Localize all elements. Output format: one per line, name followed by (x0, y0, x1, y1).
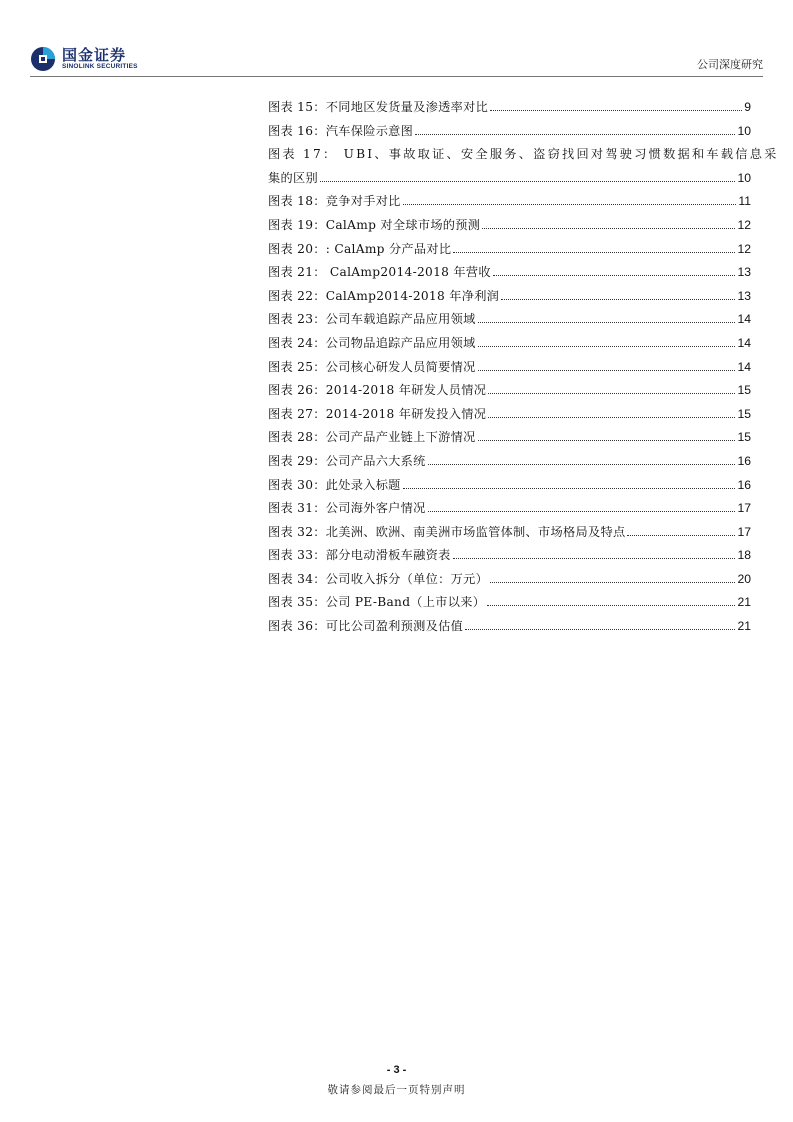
toc-entry-page: 15 (737, 406, 751, 421)
toc-entry[interactable] (268, 332, 751, 356)
leader-dots (488, 417, 735, 418)
header-divider (30, 76, 763, 77)
toc-entry-page: 13 (737, 265, 751, 280)
leader-dots (320, 181, 735, 182)
toc-entry-page: 13 (737, 288, 751, 303)
leader-dots (478, 322, 736, 323)
toc-entry[interactable] (268, 568, 751, 592)
toc-entry-page: 15 (737, 430, 751, 445)
leader-dots (490, 110, 742, 111)
toc-entry-page: 21 (737, 619, 751, 634)
toc-entry[interactable] (268, 308, 751, 332)
leader-dots (487, 605, 735, 606)
leader-dots (428, 511, 736, 512)
toc-entry-label: 图表 28：公司产品产业链上下游情况 (268, 430, 476, 445)
toc-entry-first-line[interactable] (268, 143, 779, 167)
toc-entry-label: 图表 31：公司海外客户情况 (268, 501, 426, 516)
leader-dots (493, 275, 736, 276)
toc-entry-page: 10 (737, 170, 751, 185)
toc-entry-label: 图表 26：2014-2018 年研发人员情况 (268, 383, 487, 398)
leader-dots (403, 488, 736, 489)
leader-dots (415, 134, 735, 135)
figure-list (268, 96, 779, 639)
toc-entry-page: 16 (737, 453, 751, 468)
toc-entry[interactable] (268, 497, 751, 521)
toc-entry[interactable] (268, 190, 751, 214)
toc-entry-label: 图表 16：汽车保险示意图 (268, 123, 414, 138)
leader-dots (478, 440, 736, 441)
toc-entry-page: 14 (737, 359, 751, 374)
toc-entry-label: 图表 17： UBI、事故取证、安全服务、盗窃找回对驾驶习惯数据和车载信息采 (268, 147, 779, 162)
toc-entry-page: 9 (744, 100, 751, 114)
toc-entry-label: 图表 34：公司收入拆分（单位：万元） (268, 571, 489, 586)
toc-entry[interactable] (268, 285, 751, 309)
toc-entry-label: 图表 32：北美洲、欧洲、南美洲市场监管体制、市场格局及特点 (268, 524, 626, 539)
leader-dots (453, 252, 735, 253)
page-number: - 3 - (386, 1064, 407, 1076)
toc-entry-label: 图表 15：不同地区发货量及渗透率对比 (268, 100, 489, 114)
toc-entry-label: 集的区别 (268, 170, 318, 185)
toc-entry[interactable] (268, 120, 751, 144)
toc-entry[interactable] (268, 521, 751, 545)
logo-english-name: SINOLINK SECURITIES (62, 63, 138, 70)
toc-entry-page: 11 (738, 194, 751, 209)
page-header (30, 44, 763, 76)
toc-entry-page: 10 (737, 123, 751, 138)
leader-dots (627, 535, 735, 536)
toc-entry[interactable] (268, 356, 751, 380)
toc-entry[interactable] (268, 426, 751, 450)
toc-entry-page: 17 (737, 501, 751, 516)
disclaimer-note: 敬请参阅最后一页特别声明 (327, 1084, 466, 1096)
toc-entry-label: 图表 21： CalAmp2014-2018 年营收 (268, 265, 491, 280)
toc-entry[interactable] (268, 544, 751, 568)
leader-dots (478, 346, 736, 347)
toc-entry[interactable] (268, 450, 751, 474)
toc-entry[interactable] (268, 615, 751, 639)
leader-dots (482, 228, 735, 229)
toc-entry-page: 18 (737, 548, 751, 563)
toc-entry-label: 图表 25：公司核心研发人员简要情况 (268, 359, 476, 374)
toc-entry-label: 图表 19：CalAmp 对全球市场的预测 (268, 217, 481, 232)
toc-entry[interactable] (268, 379, 751, 403)
toc-entry-label: 图表 35：公司 PE-Band（上市以来） (268, 595, 486, 610)
toc-entry-label: 图表 36：可比公司盈利预测及估值 (268, 619, 464, 634)
leader-dots (428, 464, 736, 465)
toc-entry-label: 图表 23：公司车载追踪产品应用领域 (268, 312, 476, 327)
leader-dots (453, 558, 736, 559)
toc-entry-page: 20 (737, 571, 751, 586)
toc-entry-page: 14 (737, 335, 751, 350)
toc-entry-label: 图表 18：竞争对手对比 (268, 194, 401, 209)
toc-entry-page: 12 (737, 217, 751, 232)
toc-entry[interactable] (268, 214, 751, 238)
toc-entry[interactable] (268, 474, 751, 498)
toc-entry-label: 图表 22：CalAmp2014-2018 年净利润 (268, 288, 500, 303)
leader-dots (465, 629, 735, 630)
toc-entry-page: 15 (737, 383, 751, 398)
toc-entry-label: 图表 24：公司物品追踪产品应用领域 (268, 335, 476, 350)
document-type: 公司深度研究 (697, 58, 763, 71)
toc-entry-page: 12 (737, 241, 751, 256)
toc-entry-label: 图表 20：: CalAmp 分产品对比 (268, 241, 452, 256)
logo-chinese-name: 国金证券 (62, 46, 127, 64)
toc-entry-label: 图表 30：此处录入标题 (268, 477, 401, 492)
toc-entry-page: 14 (737, 312, 751, 327)
toc-entry-label: 图表 33：部分电动滑板车融资表 (268, 548, 451, 563)
sinolink-logo-icon (30, 46, 56, 72)
toc-entry[interactable] (268, 591, 751, 615)
leader-dots (478, 370, 736, 371)
toc-entry-continuation[interactable] (268, 167, 751, 191)
leader-dots (488, 393, 735, 394)
company-logo (30, 44, 160, 74)
toc-entry[interactable] (268, 261, 751, 285)
toc-entry-page: 21 (737, 595, 751, 610)
leader-dots (501, 299, 735, 300)
leader-dots (490, 582, 735, 583)
toc-entry-label: 图表 27：2014-2018 年研发投入情况 (268, 406, 487, 421)
leader-dots (403, 204, 737, 205)
toc-entry-page: 16 (737, 477, 751, 492)
toc-entry[interactable] (268, 403, 751, 427)
toc-entry-label: 图表 29：公司产品六大系统 (268, 453, 426, 468)
toc-entry[interactable] (268, 96, 751, 120)
toc-entry-page: 17 (737, 524, 751, 539)
toc-entry[interactable] (268, 238, 751, 262)
